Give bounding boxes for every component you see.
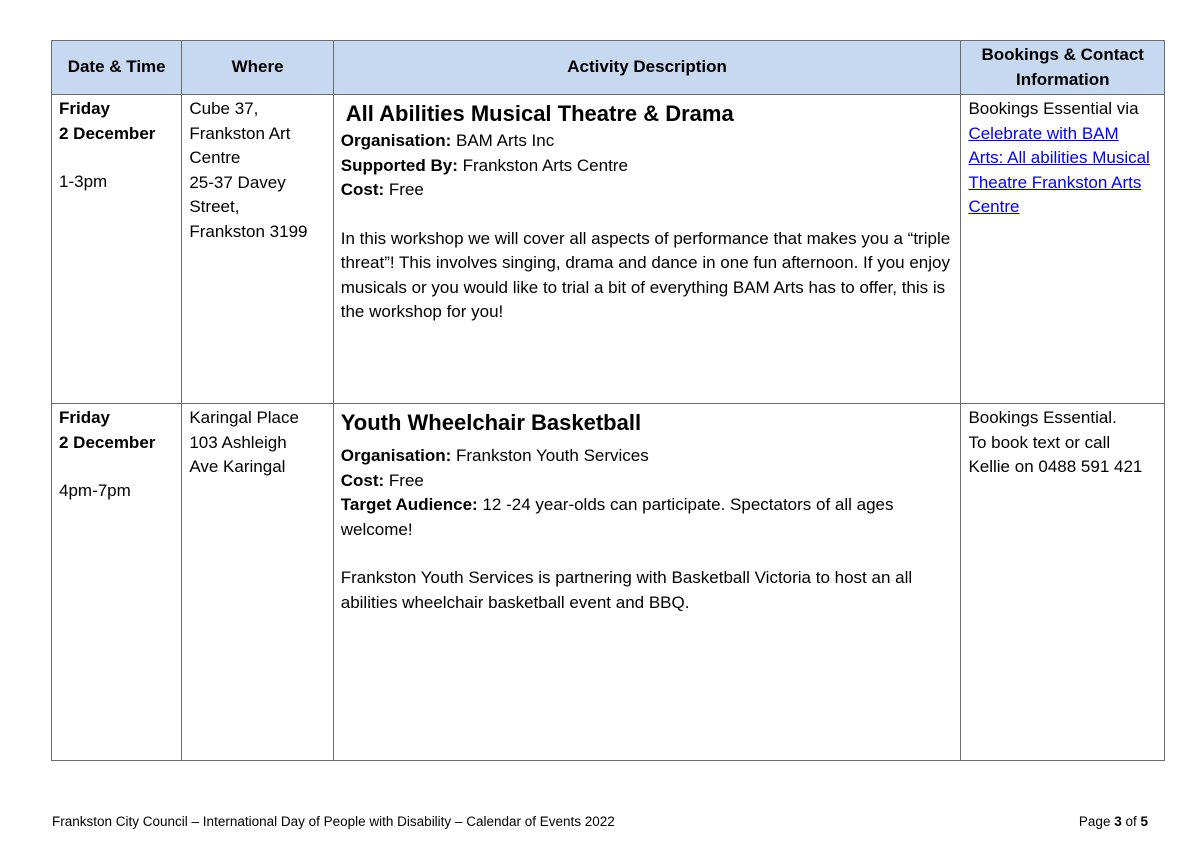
header-where: Where: [182, 41, 333, 95]
event-bookings-cell: [961, 95, 1165, 404]
table-row: [52, 404, 1165, 761]
audience-value: 12 -24 year-olds can participate. Spectators of all ages welcome!: [340, 495, 894, 539]
where-line: Frankston Art: [189, 123, 291, 143]
event-title: Youth Wheelchair Basketball: [340, 410, 642, 435]
booking-line: To book text or call: [968, 432, 1111, 452]
booking-text: Bookings Essential via: [968, 99, 1139, 118]
table-header-row: [52, 41, 1165, 95]
event-time: 1-3pm: [59, 172, 108, 191]
event-bookings-cell: [961, 404, 1165, 761]
header-activity: Activity Description: [333, 41, 961, 95]
booking-line: Bookings Essential.: [968, 408, 1117, 427]
organisation-value: BAM Arts Inc: [451, 131, 555, 150]
organisation-label: Organisation:: [340, 131, 452, 150]
page-total: 5: [1140, 814, 1148, 829]
page-current: 3: [1114, 814, 1122, 829]
event-where-cell: [182, 95, 333, 404]
supported-value: Frankston Arts Centre: [457, 155, 628, 175]
event-where-cell: [182, 404, 333, 761]
event-activity-cell: [333, 404, 961, 761]
event-day: Friday: [59, 99, 111, 118]
booking-link[interactable]: Celebrate with BAM Arts: All abilities Musical Theatre Frankston Arts Centre: [968, 123, 1150, 216]
event-time: 4pm-7pm: [59, 481, 131, 500]
supported-label: Supported By:: [340, 155, 458, 175]
where-line: Ave Karingal: [189, 457, 286, 476]
event-day: Friday: [59, 408, 111, 427]
table-row: [52, 95, 1165, 404]
where-line: 25-37 Davey: [189, 172, 286, 192]
organisation-label: Organisation:: [340, 446, 452, 465]
page-prefix: Page: [1078, 814, 1115, 829]
cost-value: Free: [384, 180, 424, 199]
event-date-cell: [52, 404, 182, 761]
cost-label: Cost:: [340, 470, 385, 490]
booking-line: Kellie on 0488 591 421: [968, 457, 1143, 476]
where-line: 103 Ashleigh: [189, 432, 287, 452]
organisation-value: Frankston Youth Services: [451, 446, 649, 465]
event-activity-cell: [333, 95, 961, 404]
cost-label: Cost:: [340, 180, 385, 199]
footer-text: Frankston City Council – International Day of People with Disability – Calendar of Events 2022: [52, 814, 615, 829]
where-line: Cube 37,: [189, 99, 259, 118]
event-date: 2 December: [59, 123, 156, 143]
where-line: Centre: [189, 148, 241, 167]
event-date: 2 December: [59, 432, 156, 452]
where-line: Karingal Place: [189, 408, 299, 427]
where-line: Frankston 3199: [189, 221, 308, 241]
where-line: Street,: [189, 197, 240, 216]
event-title: All Abilities Musical Theatre & Drama: [345, 101, 734, 126]
cost-value: Free: [384, 470, 424, 490]
event-description: Frankston Youth Services is partnering with Basketball Victoria to host an all abilities wheelchair basketball event and BBQ.: [340, 568, 913, 612]
events-table: [51, 40, 1165, 761]
audience-label: Target Audience:: [340, 495, 478, 514]
page-of: of: [1121, 814, 1141, 829]
event-date-cell: [52, 95, 182, 404]
event-description: In this workshop we will cover all aspects of performance that makes you a “triple threat”! This involves singing, drama and dance in one fun afternoon. If you enjoy musicals or you would like to trial a bit of everything BAM Arts has to offer, this is the workshop for you!: [340, 228, 951, 321]
header-bookings: Bookings & Contact Information: [961, 41, 1165, 95]
page-number: [1079, 814, 1148, 829]
header-date-time: Date & Time: [52, 41, 182, 95]
